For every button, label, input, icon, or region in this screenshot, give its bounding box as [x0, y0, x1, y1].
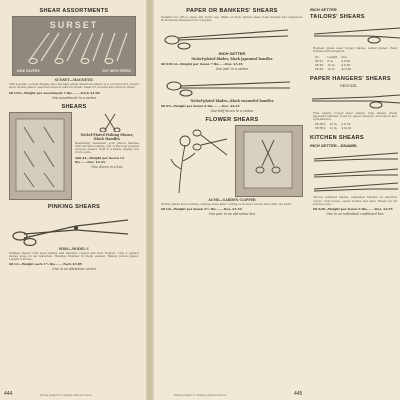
tailors-heading: TAILORS' SHEARS	[310, 14, 365, 20]
right-page-number: 445	[294, 391, 303, 397]
paper-hangers-illustration	[310, 89, 400, 111]
paper-hangers-table	[313, 122, 353, 130]
flower-shears-row	[161, 125, 303, 197]
left-footer-note: Prices subject to change without notice	[40, 394, 93, 397]
paper-bankers-intro: Suitable for office, bank and home use. Made of high carbon steel, heat treated and tempered. Both blades sharpened for long life.	[161, 15, 303, 23]
assortment-slogan-left: KINE SAVERS	[17, 69, 40, 73]
table-cell: $13.80	[341, 66, 352, 71]
tailors-col-no: No.	[315, 54, 320, 59]
shears-box-illustration	[10, 113, 70, 197]
table-cell: 8 in.	[327, 58, 334, 63]
shears-description: Beautifully enameled gold plated handles with serrated blades; one of the best general purpose shears. Sold in a handy display box of six pairs.	[75, 140, 139, 155]
pinking-shears-illustration	[6, 212, 142, 246]
left-page-number: 444	[4, 391, 13, 397]
tailors-intro: Highest grade steel forged blades, nickel plated. Heat treated and tempered.	[313, 46, 397, 54]
paper-hangers-brand: HENCKEL	[340, 83, 358, 88]
table-cell: 10 in.	[327, 62, 336, 67]
shears-note: One dozen in a box	[91, 164, 123, 169]
bankers-item-2: Nickel-plated blades—black enameled handles	[190, 98, 274, 103]
shears-price: $68 44—Weight per dozen 12 lbs.......Doz. $2.45	[75, 155, 125, 164]
tailors-col-length: Length	[327, 54, 338, 59]
flower-shears-box-illustration	[236, 126, 300, 194]
table-cell: 12 in.	[327, 66, 336, 71]
assortment-slogan-right: CUT WITH SPEED	[101, 69, 131, 73]
table-cell: 68 K2	[315, 62, 324, 67]
flower-shears-heading: FLOWER SHEARS	[205, 116, 259, 123]
pinking-model: WISS—MODEL C	[58, 246, 90, 251]
left-column	[6, 6, 142, 394]
bankers-shears-illustration-1	[158, 24, 306, 50]
table-cell: 68 K3	[315, 66, 324, 71]
right-page	[154, 0, 400, 400]
assortment-shears-illustration	[19, 31, 141, 65]
table-cell: $10.20	[341, 126, 352, 131]
kitchen-brand: RICH SETTER—ENAMEL	[310, 143, 358, 149]
flower-shears-box-photo	[235, 125, 303, 197]
table-cell: $ 8.50	[341, 122, 351, 127]
kitchen-price: 68 K20—Weight per dozen 6 lbs........Doz. $3.95	[313, 207, 393, 212]
left-page	[0, 0, 146, 400]
flower-price: 68 G6—Weight per dozen 6½ lbs........Doz. $3.50	[161, 206, 242, 211]
paper-bankers-brand: RICH SETTER	[218, 50, 246, 56]
shear-assortments-heading: SHEAR ASSORTMENTS	[39, 8, 109, 14]
right-footer-note: Prices subject to change without notice	[174, 394, 227, 397]
table-cell: 12 in.	[329, 126, 338, 131]
paper-hangers-description: Fine quality forged steel shears, long blades, black japanned handles. Used by paper hangers, decorators and upholsterers.	[313, 110, 397, 122]
flower-illustration	[161, 125, 233, 195]
right-middle-column	[158, 6, 306, 394]
flower-model: ACME—GARDEN CLIPPER	[208, 197, 256, 202]
flower-note: One pair in an attractive box	[208, 211, 256, 216]
table-row	[313, 63, 353, 67]
shears-heading: SHEARS	[61, 103, 87, 110]
bankers-price-2: 68 K5—Weight per dozen 8 lbs.........Doz. $4.25	[161, 103, 240, 108]
shears-text	[75, 112, 139, 200]
right-edge-column	[310, 6, 400, 394]
paper-bankers-heading: PAPER OR BANKERS' SHEARS	[186, 8, 278, 14]
assortment-price: 68 G55—Weight per assortment 3 lbs.........Each $3.98	[9, 90, 100, 95]
kitchen-shears-heading: KITCHEN SHEARS	[310, 135, 364, 142]
assortment-product-name: SUNSET—MAGNETIC	[54, 78, 94, 82]
table-cell: 68 H12	[315, 126, 326, 131]
table-row	[313, 126, 353, 130]
tailors-col-doz: Doz.	[341, 54, 348, 59]
assortment-description: This popular counter-display has real high-grade shears mounted on a colorful card, forged steel, nickel plated, assorted sizes in lustrous finish. Ideal for counter and window trade.	[9, 82, 139, 90]
assortment-card-title: SURSET	[49, 20, 99, 30]
tailors-shears-illustration	[310, 22, 400, 46]
bankers-note-2: One-half dozen in a carton	[210, 108, 254, 113]
table-cell: 10 in.	[329, 122, 338, 127]
tailors-brand: RICH SETTER	[310, 7, 337, 12]
kitchen-shears-illustration	[310, 149, 400, 195]
kitchen-description: Strong serrated blades, enameled handles in assorted colors. Cuts bones, opens bottles and cans. Handy for all kitchen uses.	[313, 195, 397, 207]
shears-single-illustration	[75, 112, 139, 132]
bankers-note-1: One pair in a carton	[215, 66, 249, 71]
bankers-item-1: Nickel-plated blades, black japanned handles	[191, 56, 273, 61]
table-cell: 68 H10	[315, 122, 326, 127]
kitchen-note: One in an individual cardboard box	[326, 212, 384, 217]
pinking-description: Pinking shears with steel blades and handles, forged and heat treated. Cuts a perfect zigzag edge on all materials. Handles finished in black enamel. Blades nickel plated. Length 9 inches.	[9, 250, 139, 262]
shears-display-box-photo	[9, 112, 72, 200]
shears-item-name: Nickel-Plated Fishing Shears, Black Handles	[80, 132, 134, 141]
table-cell: $ 9.00	[341, 62, 351, 67]
shears-row	[9, 112, 139, 200]
pinking-note: One in an attractive carton	[52, 267, 96, 272]
assortment-note: One assortment to a carton	[51, 95, 97, 100]
flower-description: Nickel plated steel cutting. Clamps stem after cutting so flowers can be held with one hand.	[161, 201, 292, 206]
tailors-price-table	[313, 55, 353, 71]
pinking-shears-heading: PINKING SHEARS	[47, 203, 101, 210]
bankers-shears-illustration-2	[158, 72, 306, 98]
table-row	[313, 67, 353, 71]
table-cell: $ 6.20	[341, 58, 351, 63]
assortment-card-photo	[12, 16, 136, 76]
table-row	[313, 59, 353, 63]
paper-hangers-heading: PAPER HANGERS' SHEARS	[310, 75, 391, 82]
bankers-price-1: 68 K5L12—Weight per dozen 7 lbs......Doz. $3.45	[161, 61, 243, 66]
table-cell: 68 K1	[315, 58, 324, 63]
tailors-table-header	[313, 55, 353, 59]
book-gutter	[146, 0, 154, 400]
pinking-price: 68 G1—Weight each 1½ lbs........Each $3.89	[9, 262, 82, 267]
